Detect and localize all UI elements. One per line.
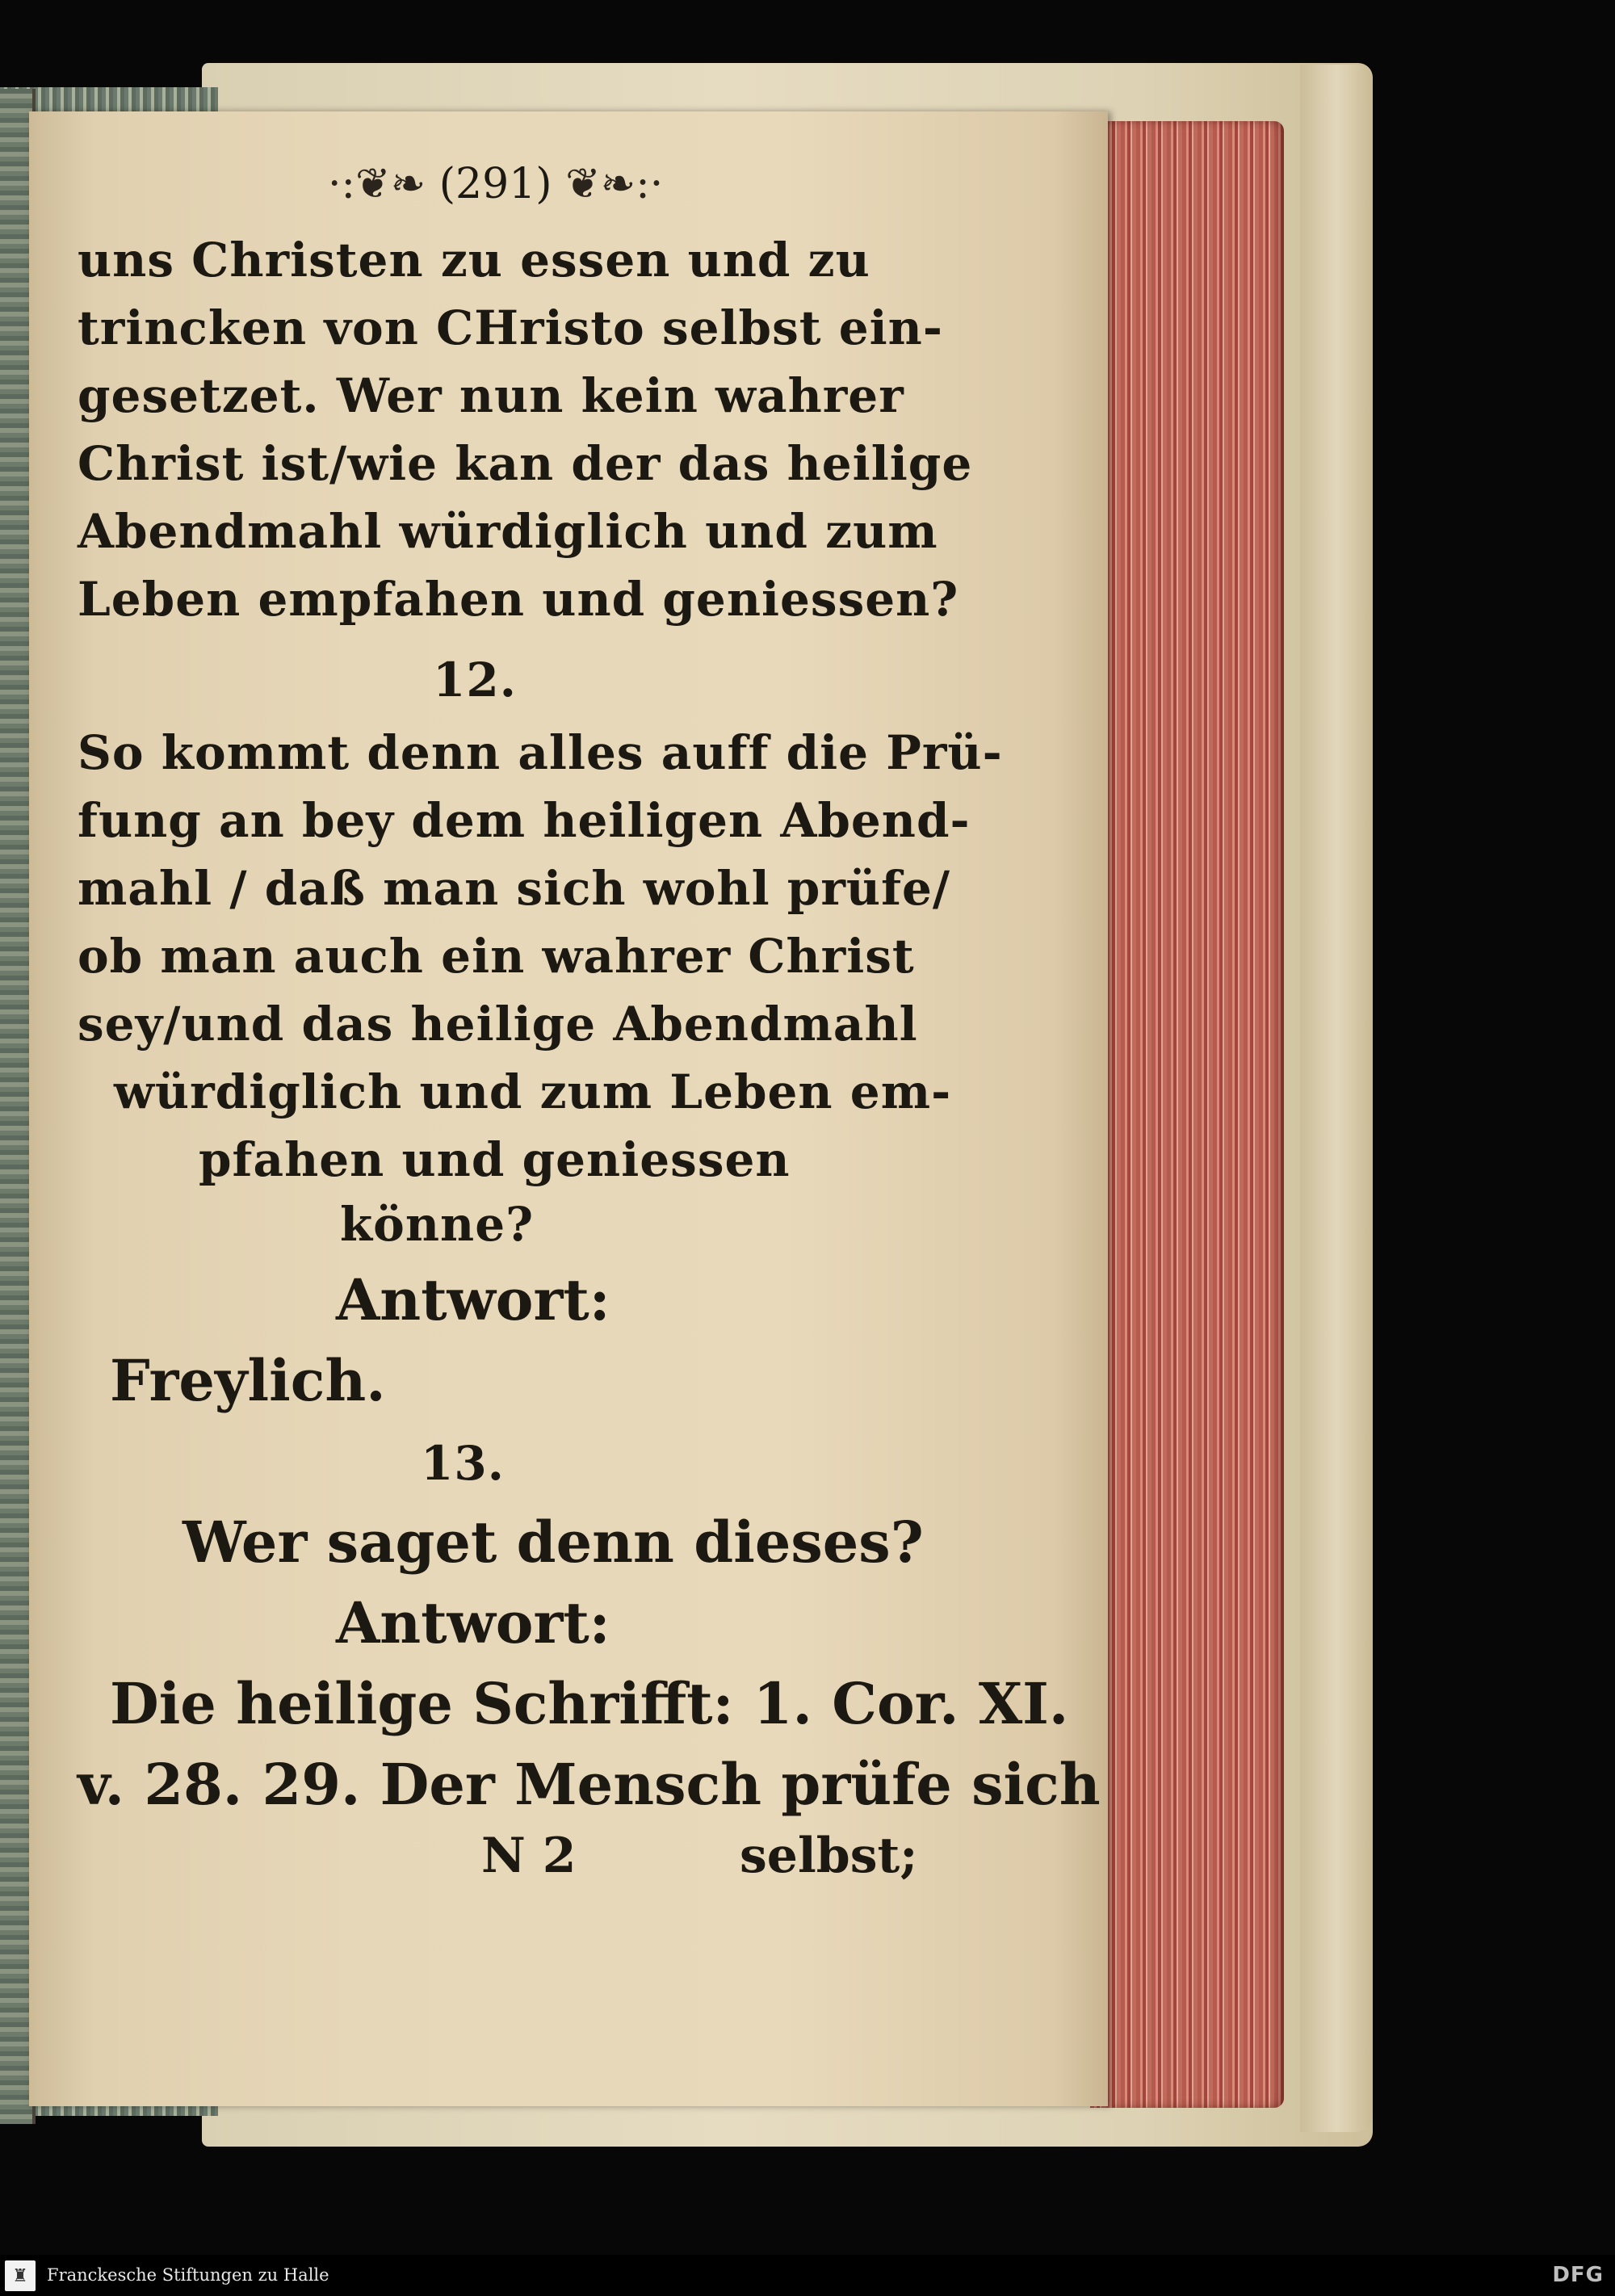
text-line: Abendmahl würdiglich und zum: [78, 504, 938, 559]
text-line: trincken von CHristo selbst ein-: [78, 300, 943, 355]
running-header: [328, 160, 663, 208]
franckesche-logo-icon: ♜: [5, 2260, 36, 2291]
text-line: würdiglich und zum Leben em-: [114, 1064, 952, 1119]
text-line: Christ ist/wie kan der das heilige: [78, 436, 973, 491]
page-number: (291): [438, 160, 552, 208]
viewer-footer: [0, 2255, 1615, 2296]
ornament-left: ·:❦❧: [328, 160, 426, 208]
book-page: [29, 111, 1108, 2106]
text-line: könne?: [340, 1197, 535, 1252]
text-line: pfahen und geniessen: [199, 1132, 791, 1187]
signature-mark: N 2: [481, 1828, 577, 1884]
catchword: selbst;: [740, 1828, 918, 1884]
ornament-right: ❦❧:·: [565, 160, 664, 208]
red-page-edges: [1090, 121, 1284, 2108]
question-text: Wer saget denn dieses?: [182, 1509, 924, 1576]
answer-text: Freylich.: [110, 1347, 386, 1414]
dfg-logo: DFG: [1552, 2263, 1604, 2287]
answer-heading: Antwort:: [336, 1266, 610, 1333]
text-line: Die heilige Schrifft: 1. Cor. XI.: [110, 1670, 1069, 1737]
section-number: 13.: [421, 1436, 505, 1491]
cover-fold: [1300, 65, 1373, 2132]
section-number: 12.: [433, 653, 517, 707]
text-line: mahl / daß man sich wohl prüfe/: [78, 861, 951, 916]
text-line: gesetzet. Wer nun kein wahrer: [78, 368, 904, 423]
text-line: sey/und das heilige Abendmahl: [78, 997, 918, 1051]
answer-heading: Antwort:: [336, 1589, 610, 1656]
text-line: uns Christen zu essen und zu: [78, 233, 870, 288]
text-line: Leben empfahen und geniessen?: [78, 572, 959, 627]
text-line: v. 28. 29. Der Mensch prüfe sich: [78, 1751, 1101, 1818]
text-line: So kommt denn alles auff die Prü-: [78, 725, 1003, 780]
text-line: ob man auch ein wahrer Christ: [78, 929, 915, 984]
institution-label: Franckesche Stiftungen zu Halle: [47, 2265, 329, 2285]
text-line: fung an bey dem heiligen Abend-: [78, 793, 971, 848]
